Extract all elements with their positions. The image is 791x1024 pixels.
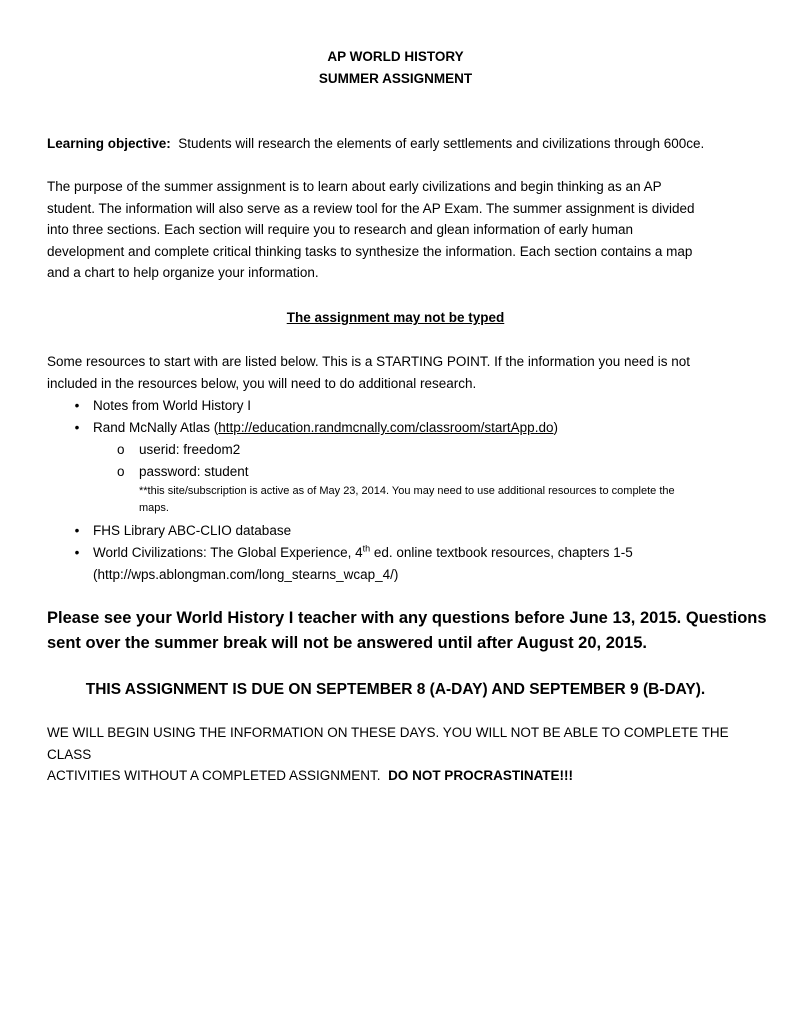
closing-paragraph — [47, 722, 767, 787]
resources-intro-line: included in the resources below, you will need to do additional research. — [47, 375, 477, 391]
purpose-line: and a chart to help organize your information. — [47, 265, 319, 280]
note-line: **this site/subscription is active as of May 23, 2014. You may need to use additional resources to complete the — [139, 485, 675, 497]
bullet-icon: • — [74, 523, 80, 538]
purpose-line: development and complete critical thinking tasks to synthesize the information. Each section contains a map — [47, 243, 693, 259]
textbook-sup: th — [362, 543, 371, 554]
questions-line: sent over the summer break will not be answered until after August 20, 2015. — [47, 634, 647, 652]
bullet-icon: • — [74, 545, 80, 560]
resources-intro-line: Some resources to start with are listed below. This is a STARTING POINT. If the information you need is not — [47, 354, 691, 369]
purpose-line: student. The information will also serve as a review tool for the AP Exam. The summer assignment is divided — [47, 200, 695, 216]
textbook-suffix: ed. online textbook resources, chapters 1-5 — [370, 545, 633, 560]
atlas-link[interactable]: http://education.randmcnally.com/classroom/startApp.do — [218, 420, 554, 435]
questions-notice — [47, 606, 767, 656]
purpose-line: into three sections. Each section will require you to research and glean information of early human — [47, 222, 634, 237]
not-typed-notice: The assignment may not be typed — [286, 310, 505, 325]
atlas-label: Rand McNally Atlas ( — [93, 420, 219, 435]
closing-line2-text: ACTIVITIES WITHOUT A COMPLETED ASSIGNMENT. — [47, 768, 389, 783]
textbook-title: World Civilizations: The Global Experience, 4 — [93, 545, 363, 560]
closing-line — [47, 765, 767, 787]
learning-objective — [47, 133, 747, 155]
textbook-url: (http://wps.ablongman.com/long_stearns_wcap_4/) — [93, 566, 399, 582]
bullet-icon: • — [74, 398, 80, 413]
note-line: maps. — [139, 502, 169, 514]
closing-line: WE WILL BEGIN USING THE INFORMATION ON THESE DAYS. YOU WILL NOT BE ABLE TO COMPLETE THE CLASS — [47, 725, 729, 762]
resource-item-text — [93, 542, 748, 585]
purpose-paragraph — [47, 176, 747, 284]
resource-item-text — [93, 417, 748, 439]
due-date-notice: THIS ASSIGNMENT IS DUE ON SEPTEMBER 8 (A-DAY) AND SEPTEMBER 9 (B-DAY). — [85, 681, 706, 698]
userid-text: userid: freedom2 — [139, 442, 241, 457]
sub-bullet-icon: o — [117, 442, 125, 457]
bullet-icon: • — [74, 420, 80, 435]
objective-text: Students will research the elements of early settlements and civilizations through 600ce. — [170, 136, 705, 151]
purpose-line: The purpose of the summer assignment is to learn about early civilizations and begin thinking as an AP — [47, 179, 662, 194]
document-subtitle: SUMMER ASSIGNMENT — [318, 71, 473, 86]
sub-bullet-icon: o — [117, 464, 125, 479]
password-text: password: student — [139, 464, 249, 479]
document-title: AP WORLD HISTORY — [327, 49, 464, 64]
atlas-suffix: ) — [553, 420, 558, 435]
questions-line: Please see your World History I teacher with any questions before June 13, 2015. Questions — [47, 609, 767, 627]
resource-item-text: Notes from World History I — [93, 398, 252, 413]
procrastinate-warning: DO NOT PROCRASTINATE!!! — [388, 768, 574, 783]
resources-intro — [47, 351, 747, 394]
resource-item-text: FHS Library ABC-CLIO database — [93, 523, 292, 538]
subscription-note — [139, 483, 739, 517]
objective-label: Learning objective: — [47, 136, 171, 151]
